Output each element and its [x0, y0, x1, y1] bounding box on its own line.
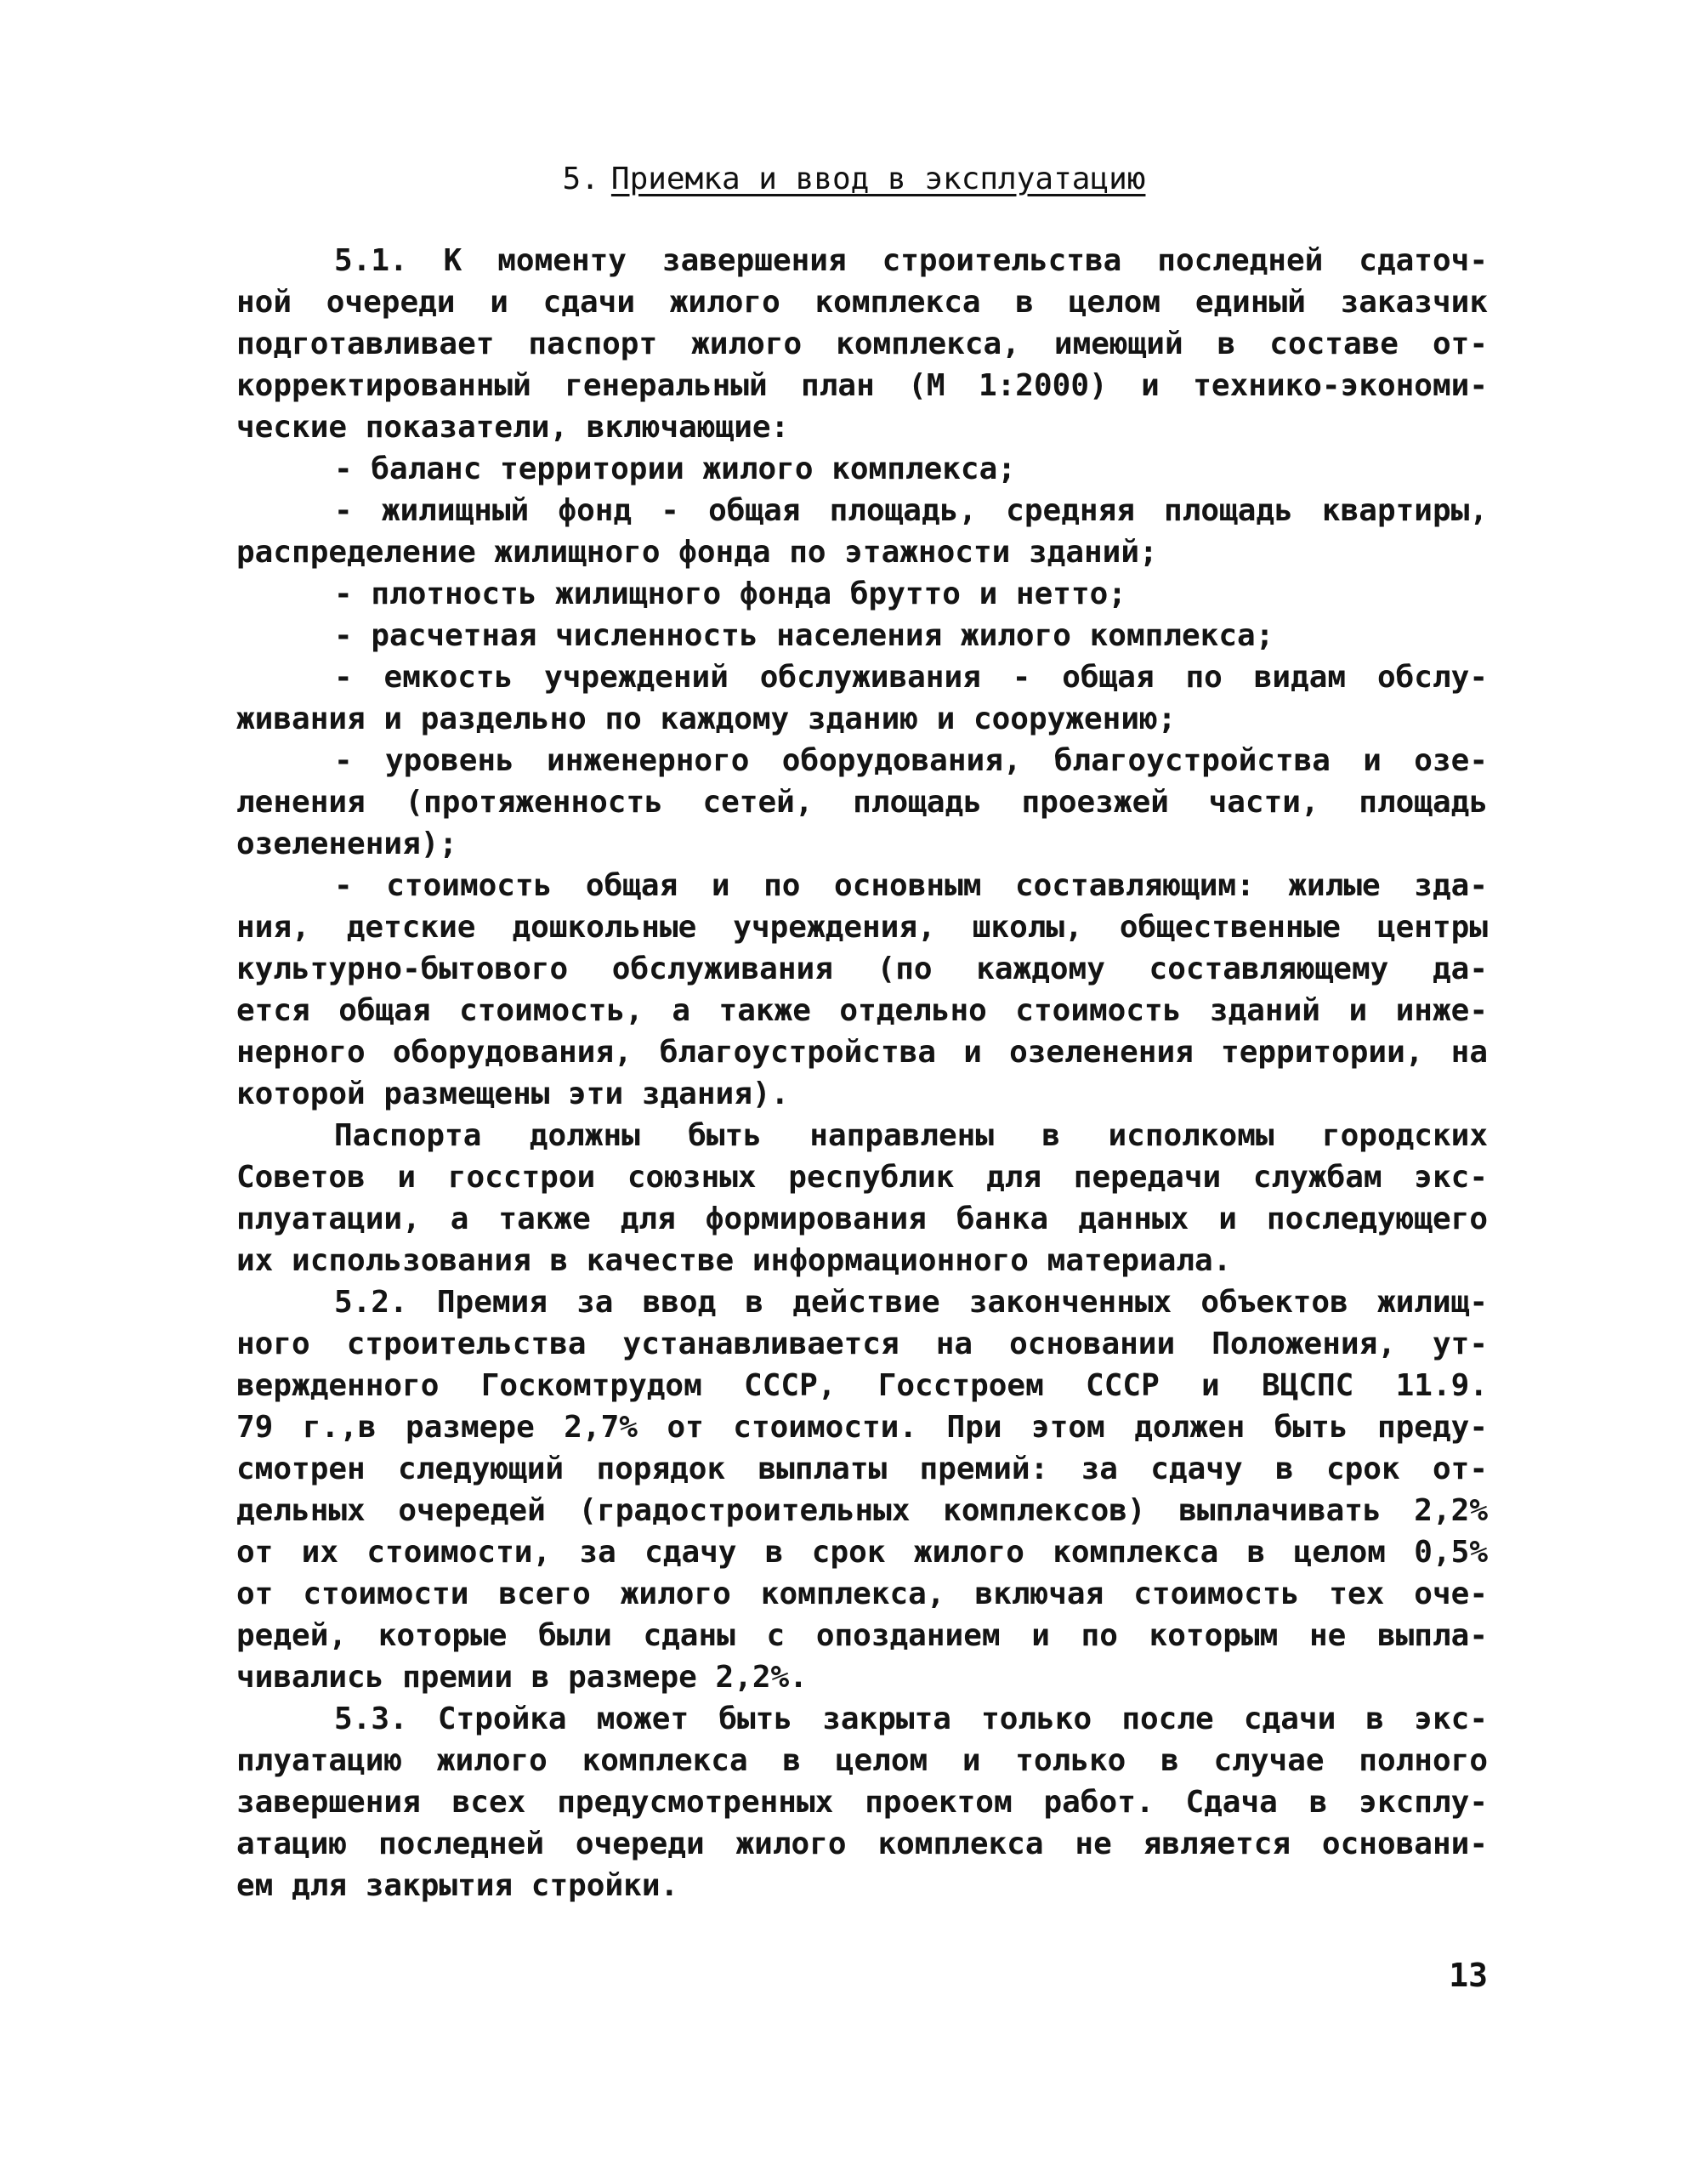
list-item-line: ния, детские дошкольные учреждения, школы, общественные центры [236, 910, 1488, 945]
paragraph-line: 5.3. Стройка может быть закрыта только после сдачи в экс- [334, 1702, 1488, 1736]
paragraph-line: 79 г.,в размере 2,7% от стоимости. При этом должен быть преду- [236, 1410, 1488, 1445]
list-item-line: - стоимость общая и по основным составляющим: жилые зда- [334, 868, 1488, 903]
paragraph-line: завершения всех предусмотренных проектом работ. Сдача в эксплу- [236, 1785, 1488, 1820]
page-number: 13 [1449, 1957, 1488, 1994]
list-item-line: - уровень инженерного оборудования, благоустройства и озе- [334, 743, 1488, 778]
paragraph-line: смотрен следующий порядок выплаты премий: за сдачу в срок от- [236, 1452, 1488, 1486]
paragraph-line: плуатации, а также для формирования банка данных и последующего [236, 1202, 1488, 1236]
list-item-line: - расчетная численность населения жилого комплекса; [334, 618, 1274, 653]
list-item-line: нерного оборудования, благоустройства и озеленения территории, на [236, 1035, 1488, 1070]
list-item-line: - плотность жилищного фонда брутто и нетто; [334, 577, 1126, 611]
paragraph-line: от их стоимости, за сдачу в срок жилого комплекса в целом 0,5% [236, 1535, 1488, 1570]
list-item-line: - емкость учреждений обслуживания - общая по видам обслу- [334, 660, 1488, 695]
paragraph-line: их использования в качестве информационного материала. [236, 1243, 1232, 1278]
list-item-line: - баланс территории жилого комплекса; [334, 452, 1016, 486]
paragraph-line: 5.1. К моменту завершения строительства последней сдаточ- [334, 243, 1488, 278]
paragraph-line: ем для закрытия стройки. [236, 1868, 679, 1903]
paragraph-line: Советов и госстрои союзных республик для передачи службам экс- [236, 1160, 1488, 1195]
paragraph-line: редей, которые были сданы с опозданием и по которым не выпла- [236, 1618, 1488, 1653]
list-item-line: распределение жилищного фонда по этажности зданий; [236, 535, 1158, 570]
list-item-line: культурно-бытового обслуживания (по каждому составляющему да- [236, 952, 1488, 986]
paragraph-line: ной очереди и сдачи жилого комплекса в целом единый заказчик [236, 285, 1488, 320]
paragraph-line: вержденного Госкомтрудом СССР, Госстроем СССР и ВЦСПС 11.9. [236, 1368, 1488, 1403]
list-item-line: которой размещены эти здания). [236, 1077, 790, 1111]
list-item-line: ется общая стоимость, а также отдельно стоимость зданий и инже- [236, 993, 1488, 1028]
paragraph-line: плуатацию жилого комплекса в целом и только в случае полного [236, 1743, 1488, 1778]
paragraph-line: атацию последней очереди жилого комплекса не является основани- [236, 1827, 1488, 1861]
paragraph-line: подготавливает паспорт жилого комплекса, имеющий в составе от- [236, 327, 1488, 361]
paragraph-line: от стоимости всего жилого комплекса, включая стоимость тех оче- [236, 1577, 1488, 1611]
section-title: Приемка и ввод в эксплуатацию [610, 162, 1146, 196]
list-item-line: живания и раздельно по каждому зданию и сооружению; [236, 702, 1177, 736]
section-number: 5. [562, 162, 599, 196]
list-item-line: - жилищный фонд - общая площадь, средняя площадь квартиры, [334, 493, 1488, 528]
list-item-line: ленения (протяженность сетей, площадь проезжей части, площадь [236, 785, 1488, 820]
list-item-line: озеленения); [236, 827, 458, 861]
paragraph-line: корректированный генеральный план (М 1:2000) и технико-экономи- [236, 368, 1488, 403]
paragraph-line: ческие показатели, включающие: [236, 410, 790, 445]
paragraph-line: чивались премии в размере 2,2%. [236, 1660, 808, 1695]
paragraph-line: ного строительства устанавливается на основании Положения, ут- [236, 1327, 1488, 1361]
paragraph-line: Паспорта должны быть направлены в исполкомы городских [334, 1118, 1488, 1153]
paragraph-line: дельных очередей (градостроительных комплексов) выплачивать 2,2% [236, 1493, 1488, 1528]
paragraph-line: 5.2. Премия за ввод в действие законченных объектов жилищ- [334, 1285, 1488, 1320]
section-heading [0, 160, 1708, 199]
